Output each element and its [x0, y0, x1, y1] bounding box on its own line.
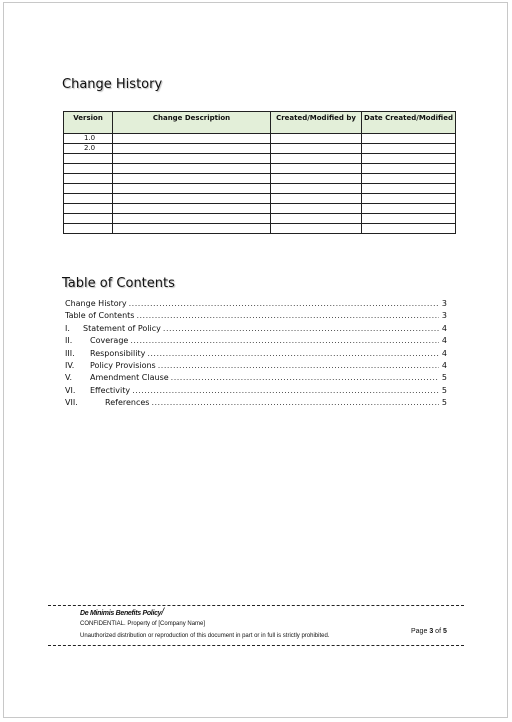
toc-entry-label: Coverage: [90, 336, 129, 346]
toc-leader-dots: [171, 372, 439, 384]
toc-entry-label: Table of Contents: [65, 311, 135, 321]
toc-entry-page: 5: [441, 373, 447, 383]
version-cell: [64, 184, 113, 194]
toc-entry[interactable]: [65, 385, 447, 397]
footer-confidential-notice: CONFIDENTIAL. Property of [Company Name]: [80, 621, 206, 627]
version-cell: [64, 204, 113, 214]
modified-by-cell: [271, 164, 362, 174]
toc-entry[interactable]: [65, 372, 447, 384]
description-cell: [113, 194, 271, 204]
modified-by-cell: [271, 184, 362, 194]
description-cell: [113, 174, 271, 184]
toc-entry[interactable]: [65, 335, 447, 347]
toc-entry-number: VI.: [65, 385, 76, 395]
modified-by-cell: [271, 154, 362, 164]
change-history-table: [63, 111, 456, 234]
version-cell: [64, 214, 113, 224]
date-cell: [362, 184, 456, 194]
version-cell: [64, 194, 113, 204]
toc-entry-label: References: [105, 398, 150, 408]
version-cell: [64, 154, 113, 164]
toc-entry-label: Change History: [65, 299, 127, 308]
toc-entry-number: I.: [65, 323, 70, 333]
column-header-modified-by: Created/Modified by: [271, 112, 362, 134]
modified-by-cell: [271, 224, 362, 234]
footer-divider-bottom: [48, 645, 464, 646]
toc-entry-label: Policy Provisions: [90, 360, 156, 370]
toc-entry-number: III.: [65, 348, 75, 358]
toc-leader-dots: [163, 323, 439, 335]
description-cell: [113, 164, 271, 174]
toc-entry-page: 3: [441, 311, 447, 321]
toc-entry[interactable]: [65, 310, 447, 322]
description-cell: [113, 224, 271, 234]
column-header-date: Date Created/Modified: [362, 112, 456, 134]
toc-entry[interactable]: [65, 348, 447, 360]
table-row: [64, 224, 456, 234]
toc-entry-label: Statement of Policy: [83, 323, 161, 333]
description-cell: [113, 144, 271, 154]
toc-entry-label: Amendment Clause: [90, 373, 169, 383]
toc-entry-page: 4: [441, 336, 447, 346]
description-cell: [113, 214, 271, 224]
date-cell: [362, 164, 456, 174]
date-cell: [362, 214, 456, 224]
table-row: [64, 134, 456, 144]
table-of-contents: [65, 298, 447, 410]
column-header-version: Version: [64, 112, 113, 134]
modified-by-cell: [271, 174, 362, 184]
toc-entry[interactable]: [65, 298, 447, 310]
toc-leader-dots: [129, 298, 439, 310]
modified-by-cell: [271, 214, 362, 224]
footer-disclaimer: Unauthorized distribution or reproduction of this document in part or in full is strictly prohibited.: [80, 633, 330, 639]
toc-leader-dots: [151, 397, 439, 409]
version-cell: 2.0: [64, 144, 113, 154]
version-cell: 1.0: [64, 134, 113, 144]
toc-entry-page: 3: [441, 299, 447, 308]
table-row: [64, 184, 456, 194]
table-row: [64, 164, 456, 174]
date-cell: [362, 204, 456, 214]
date-cell: [362, 144, 456, 154]
date-cell: [362, 224, 456, 234]
modified-by-cell: [271, 194, 362, 204]
toc-entry-page: 5: [441, 385, 447, 395]
date-cell: [362, 194, 456, 204]
column-header-description: Change Description: [113, 112, 271, 134]
toc-entry[interactable]: [65, 397, 447, 409]
version-cell: [64, 164, 113, 174]
toc-leader-dots: [130, 335, 439, 347]
description-cell: [113, 204, 271, 214]
version-cell: [64, 174, 113, 184]
toc-leader-dots: [147, 348, 439, 360]
table-row: [64, 154, 456, 164]
table-row: [64, 204, 456, 214]
footer-divider-top: [48, 605, 464, 606]
description-cell: [113, 184, 271, 194]
description-cell: [113, 134, 271, 144]
change-history-rows: [64, 134, 456, 234]
description-cell: [113, 154, 271, 164]
toc-entry-number: II.: [65, 336, 73, 346]
toc-entry-page: 4: [441, 348, 447, 358]
footer-page-number: Page 3 of 5: [411, 628, 447, 635]
toc-entry-label: Effectivity: [90, 385, 131, 395]
toc-leader-dots: [136, 310, 439, 322]
toc-heading: Table of Contents: [62, 276, 175, 291]
footer-document-title: De Minimis Benefits Policy/: [80, 607, 164, 618]
toc-entry[interactable]: [65, 360, 447, 372]
table-row: [64, 174, 456, 184]
table-row: [64, 144, 456, 154]
modified-by-cell: [271, 204, 362, 214]
modified-by-cell: [271, 144, 362, 154]
toc-entry-page: 4: [441, 323, 447, 333]
toc-entry-number: VII.: [65, 398, 78, 408]
date-cell: [362, 154, 456, 164]
toc-entry-number: V.: [65, 373, 72, 383]
toc-entry-number: IV.: [65, 360, 75, 370]
modified-by-cell: [271, 134, 362, 144]
table-row: [64, 194, 456, 204]
date-cell: [362, 174, 456, 184]
toc-leader-dots: [158, 360, 439, 372]
date-cell: [362, 134, 456, 144]
toc-leader-dots: [132, 385, 439, 397]
toc-entry[interactable]: [65, 323, 447, 335]
toc-entry-page: 4: [441, 360, 447, 370]
table-header-row: [64, 112, 456, 134]
version-cell: [64, 224, 113, 234]
change-history-heading: Change History: [62, 77, 163, 92]
table-row: [64, 214, 456, 224]
toc-entry-label: Responsibility: [90, 348, 146, 358]
toc-entry-page: 5: [441, 398, 447, 408]
